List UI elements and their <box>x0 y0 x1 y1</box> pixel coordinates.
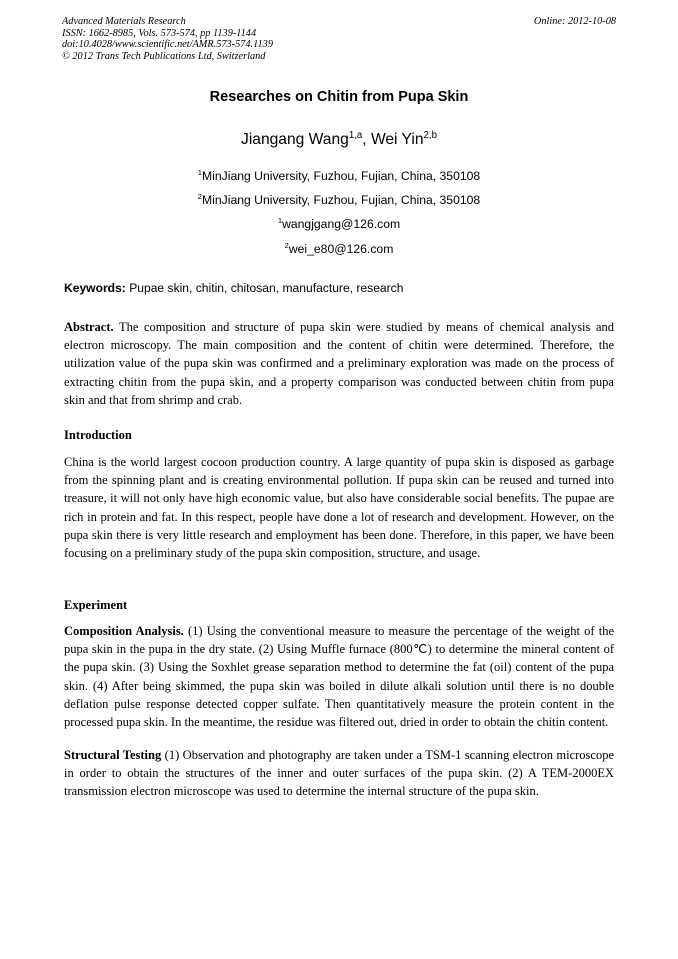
author-email-2 <box>0 242 678 256</box>
affiliation-1 <box>0 169 678 183</box>
keywords-label: Keywords: <box>64 281 126 295</box>
doi-line: doi:10.4028/www.scientific.net/AMR.573-574.1139 <box>62 39 273 51</box>
composition-analysis-paragraph <box>64 622 614 731</box>
abstract-label: Abstract. <box>64 320 114 334</box>
affiliation-sup: 1 <box>197 167 202 177</box>
affiliation-sup: 2 <box>197 191 202 201</box>
paper-title: Researches on Chitin from Pupa Skin <box>209 89 469 105</box>
issn-line: ISSN: 1662-8985, Vols. 573-574, pp 1139-1144 <box>62 27 257 39</box>
affiliation-text: MinJiang University, Fuzhou, Fujian, China, 350108 <box>202 169 481 183</box>
author-name: Jiangang Wang <box>241 131 349 148</box>
email-sup: 2 <box>284 240 289 250</box>
keywords-text: Pupae skin, chitin, chitosan, manufacture, research <box>125 281 404 295</box>
journal-info <box>62 16 502 63</box>
author-sup: 2,b <box>423 129 437 141</box>
email-text: wei_e80@126.com <box>288 242 394 256</box>
author-list <box>0 131 678 149</box>
abstract-text: The composition and structure of pupa skin were studied by means of chemical analysis and electron microscopy. The main composition and the content of chitin were determined. Therefore, the utilization value of the pupa skin was confirmed and a preliminary exploration was made on the process of extracting chitin from the pupa skin, and a property comparison was conducted between chitin from pupa skin and that from shrimp and crab. <box>64 320 614 407</box>
copyright-line: © 2012 Trans Tech Publications Ltd, Switzerland <box>62 51 266 63</box>
author-sup: 1,a <box>348 129 363 141</box>
structural-label: Structural Testing <box>64 748 162 762</box>
composition-label: Composition Analysis. <box>64 624 184 638</box>
journal-name: Advanced Materials Research <box>62 16 186 27</box>
composition-text: (1) Using the conventional measure to measure the percentage of the weight of the pupa skin in the pupa in the dry state. (2) Using Muffle furnace (800℃) to determine the mineral content of the pupa skin. (3) Using the Soxhlet grease separation method to determine the fat (oil) content of the pupa skin. (4) After being skimmed, the pupa skin was boiled in dilute alkali solution until there is no double deflation pulse response detected copper sulfate. Then quantitatively measure the protein content in the processed pupa skin. In the meantime, the residue was filtered out, dried in order to obtain the chitin content. <box>64 624 614 730</box>
author-separator: , <box>362 131 371 148</box>
abstract-paragraph <box>64 318 614 409</box>
email-sup: 1 <box>277 215 283 225</box>
experiment-heading: Experiment <box>64 598 128 612</box>
introduction-heading: Introduction <box>64 428 132 442</box>
online-date: Online: 2012-10-08 <box>533 16 616 27</box>
affiliation-2 <box>0 193 678 207</box>
author-name: Wei Yin <box>370 131 424 148</box>
affiliation-text: MinJiang University, Fuzhou, Fujian, China, 350108 <box>202 193 481 207</box>
structural-testing-paragraph <box>64 746 614 801</box>
structural-text: (1) Observation and photography are taken under a TSM-1 scanning electron microscope in order to obtain the structures of the inner and outer surfaces of the pupa skin. (2) A TEM-2000EX transmission electron microscope was used to determine the internal structure of the pupa skin. <box>64 748 615 799</box>
keywords <box>64 281 624 295</box>
author-email-1 <box>0 217 678 231</box>
email-text: wangjgang@126.com <box>282 217 401 231</box>
introduction-paragraph: China is the world largest cocoon production country. A large quantity of pupa skin is disposed as garbage from the spinning plant and is creating environmental pollution. If pupa skin can be reused and turned into treasure, it will not only have high economic value, but also have considerable social benefits. The pupae are rich in protein and fat. In this respect, people have done a lot of research and development. However, on the pupa skin there is very little research and employment has been done. Therefore, in this paper, we have been focusing on a preliminary study of the pupa skin composition, structure, and usage. <box>64 455 614 561</box>
